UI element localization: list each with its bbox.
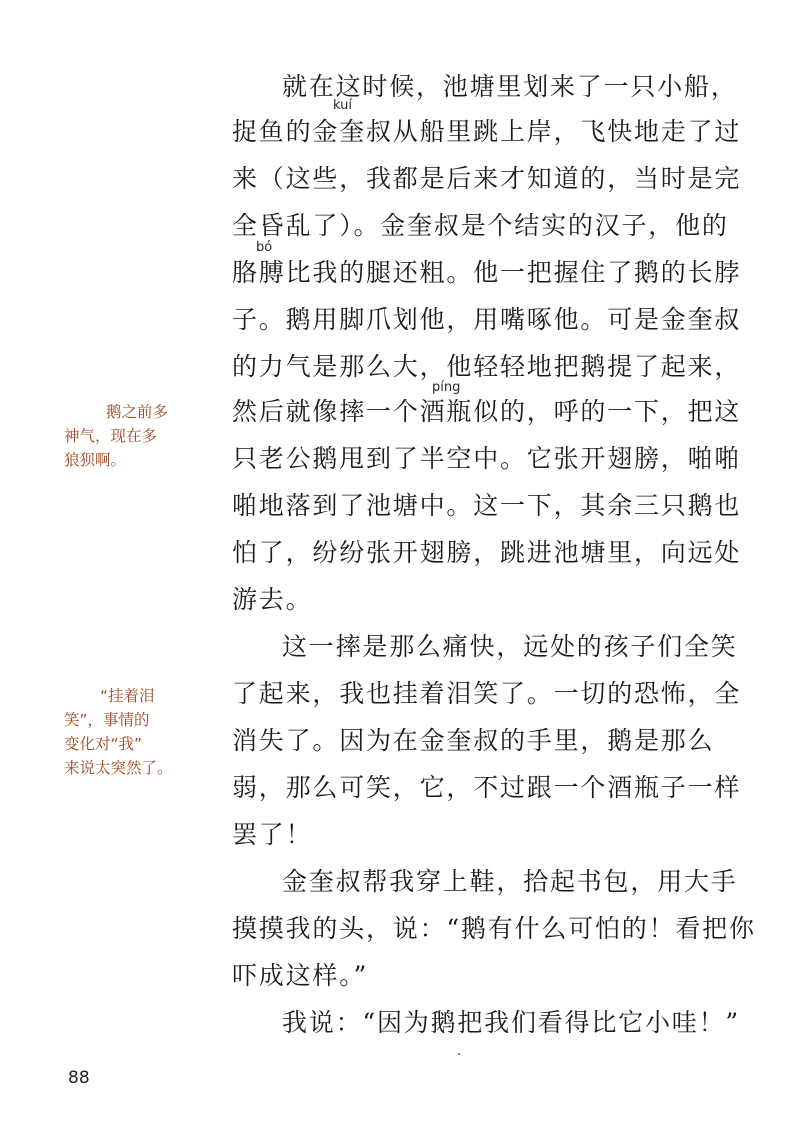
body-line: 吓成这样。” [232, 961, 369, 990]
print-speck [458, 1053, 460, 1055]
body-line: 金奎叔帮我穿上鞋，拾起书包，用大手 [282, 867, 738, 896]
body-line: 胳膊比我的腿还粗。他一把握住了鹅的长脖 [232, 258, 742, 287]
body-line: 我说：“因为鹅把我们看得比它小哇！” [282, 1008, 740, 1037]
margin-note [64, 400, 194, 472]
body-line: 罢了！ [232, 820, 313, 849]
page-number: 88 [68, 1068, 90, 1088]
body-line: 然后就像摔一个酒瓶似的，呼的一下，把这 [232, 397, 742, 426]
pinyin-ping: píng [432, 380, 461, 395]
body-line: 的力气是那么大，他轻轻地把鹅提了起来， [232, 352, 742, 381]
body-line: 弱，那么可笑，它，不过跟一个酒瓶子一样 [232, 773, 742, 802]
body-line: 游去。 [232, 585, 313, 614]
margin-note-line: 鹅之前多 [106, 403, 169, 421]
margin-note-line: “挂着泪 [100, 687, 155, 705]
margin-note-line: 笑”，事情的 [64, 711, 150, 729]
body-line: 只老公鹅甩到了半空中。它张开翅膀，啪啪 [232, 444, 742, 473]
body-line: 啪地落到了池塘中。这一下，其余三只鹅也 [232, 491, 742, 520]
body-line: 就在这时候，池塘里划来了一只小船， [282, 72, 738, 101]
pinyin-kui: kuí [333, 98, 352, 113]
body-line: 了起来，我也挂着泪笑了。一切的恐怖，全 [232, 679, 742, 708]
margin-note-line: 来说太突然了。 [64, 759, 173, 777]
body-line: 捉鱼的金奎叔从船里跳上岸，飞快地走了过 [232, 117, 742, 146]
body-line: 子。鹅用脚爪划他，用嘴啄他。可是金奎叔 [232, 305, 742, 334]
body-line: 这一摔是那么痛快，远处的孩子们全笑 [282, 632, 738, 661]
margin-note-line: 变化对“我” [64, 735, 143, 753]
margin-note [64, 684, 194, 780]
body-line: 来（这些，我都是后来才知道的，当时是完 [232, 164, 742, 193]
pinyin-bo: bó [256, 240, 273, 255]
body-line: 怕了，纷纷张开翅膀，跳进池塘里，向远处 [232, 538, 742, 567]
body-line: 消失了。因为在金奎叔的手里，鹅是那么 [232, 726, 715, 755]
margin-note-line: 神气，现在多 [64, 427, 158, 445]
margin-note-line: 狼狈啊。 [64, 451, 127, 469]
body-line: 全昏乱了）。金奎叔是个结实的汉子，他的 [232, 211, 729, 240]
body-line: 摸摸我的头，说：“鹅有什么可怕的！看把你 [232, 914, 756, 943]
